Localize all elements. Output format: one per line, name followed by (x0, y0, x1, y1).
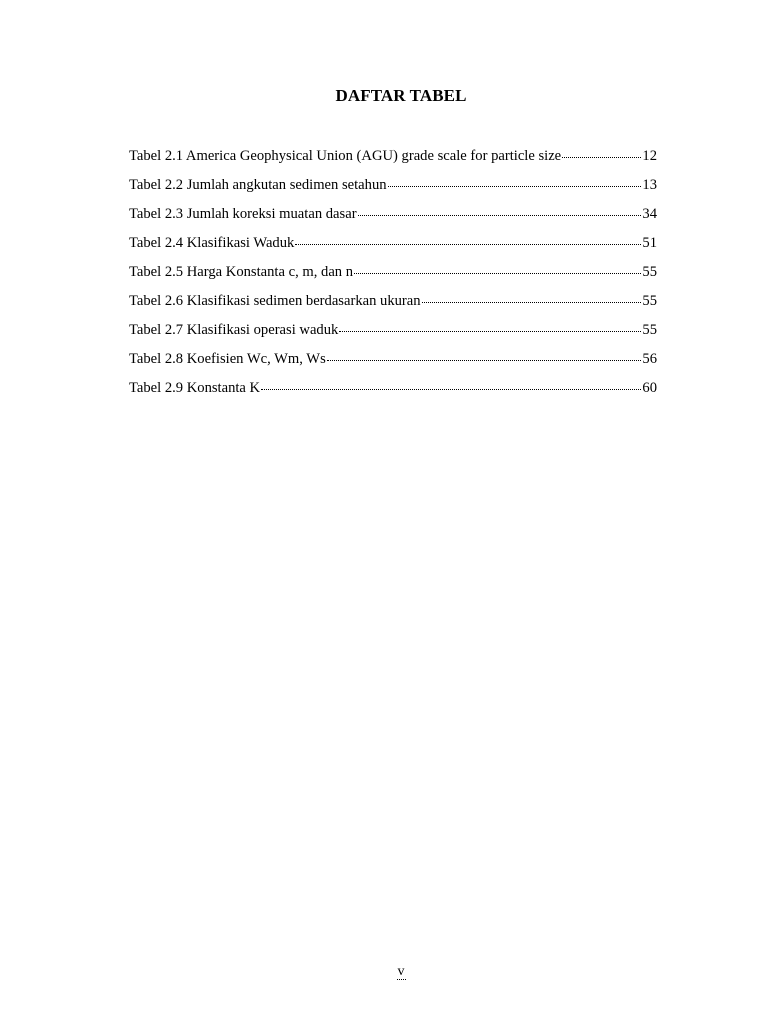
table-list (129, 146, 657, 407)
toc-entry-label: Tabel 2.2 Jumlah angkutan sedimen setahun (129, 177, 387, 193)
toc-entry-page: 34 (642, 206, 657, 222)
toc-entry[interactable] (129, 175, 657, 204)
dot-leader (422, 302, 642, 303)
dot-leader (261, 389, 641, 390)
page-number (0, 964, 768, 980)
toc-entry[interactable] (129, 146, 657, 175)
toc-entry-page: 60 (642, 380, 657, 396)
dot-leader (388, 186, 642, 187)
toc-entry-label: Tabel 2.8 Koefisien Wc, Wm, Ws (129, 351, 326, 367)
toc-entry-label: Tabel 2.6 Klasifikasi sedimen berdasarkan ukuran (129, 293, 421, 309)
toc-entry-label: Tabel 2.9 Konstanta K (129, 380, 261, 396)
toc-entry[interactable] (129, 291, 657, 320)
page-number-text: v (397, 964, 405, 979)
toc-entry-page: 55 (642, 293, 657, 309)
dot-leader (358, 215, 642, 216)
dot-leader (339, 331, 641, 332)
toc-entry[interactable] (129, 233, 657, 262)
page-title: DAFTAR TABEL (335, 86, 467, 105)
toc-entry-page: 55 (642, 322, 657, 338)
toc-entry[interactable] (129, 262, 657, 291)
dot-leader (327, 360, 642, 361)
dot-leader (562, 157, 641, 158)
toc-entry-label: Tabel 2.4 Klasifikasi Waduk (129, 235, 295, 251)
toc-entry-page: 56 (642, 351, 657, 367)
dot-leader (354, 273, 641, 274)
toc-entry-label: Tabel 2.3 Jumlah koreksi muatan dasar (129, 206, 357, 222)
toc-entry-page: 51 (642, 235, 657, 251)
toc-entry-page: 55 (642, 264, 657, 280)
dot-leader (295, 244, 641, 245)
toc-entry[interactable] (129, 320, 657, 349)
toc-entry-label: Tabel 2.1 America Geophysical Union (AGU) grade scale for particle size (129, 148, 562, 164)
toc-entry[interactable] (129, 349, 657, 378)
toc-entry[interactable] (129, 204, 657, 233)
toc-entry-label: Tabel 2.5 Harga Konstanta c, m, dan n (129, 264, 354, 280)
toc-entry-page: 13 (642, 177, 657, 193)
toc-entry[interactable] (129, 378, 657, 407)
toc-entry-label: Tabel 2.7 Klasifikasi operasi waduk (129, 322, 339, 338)
toc-entry-page: 12 (642, 148, 657, 164)
